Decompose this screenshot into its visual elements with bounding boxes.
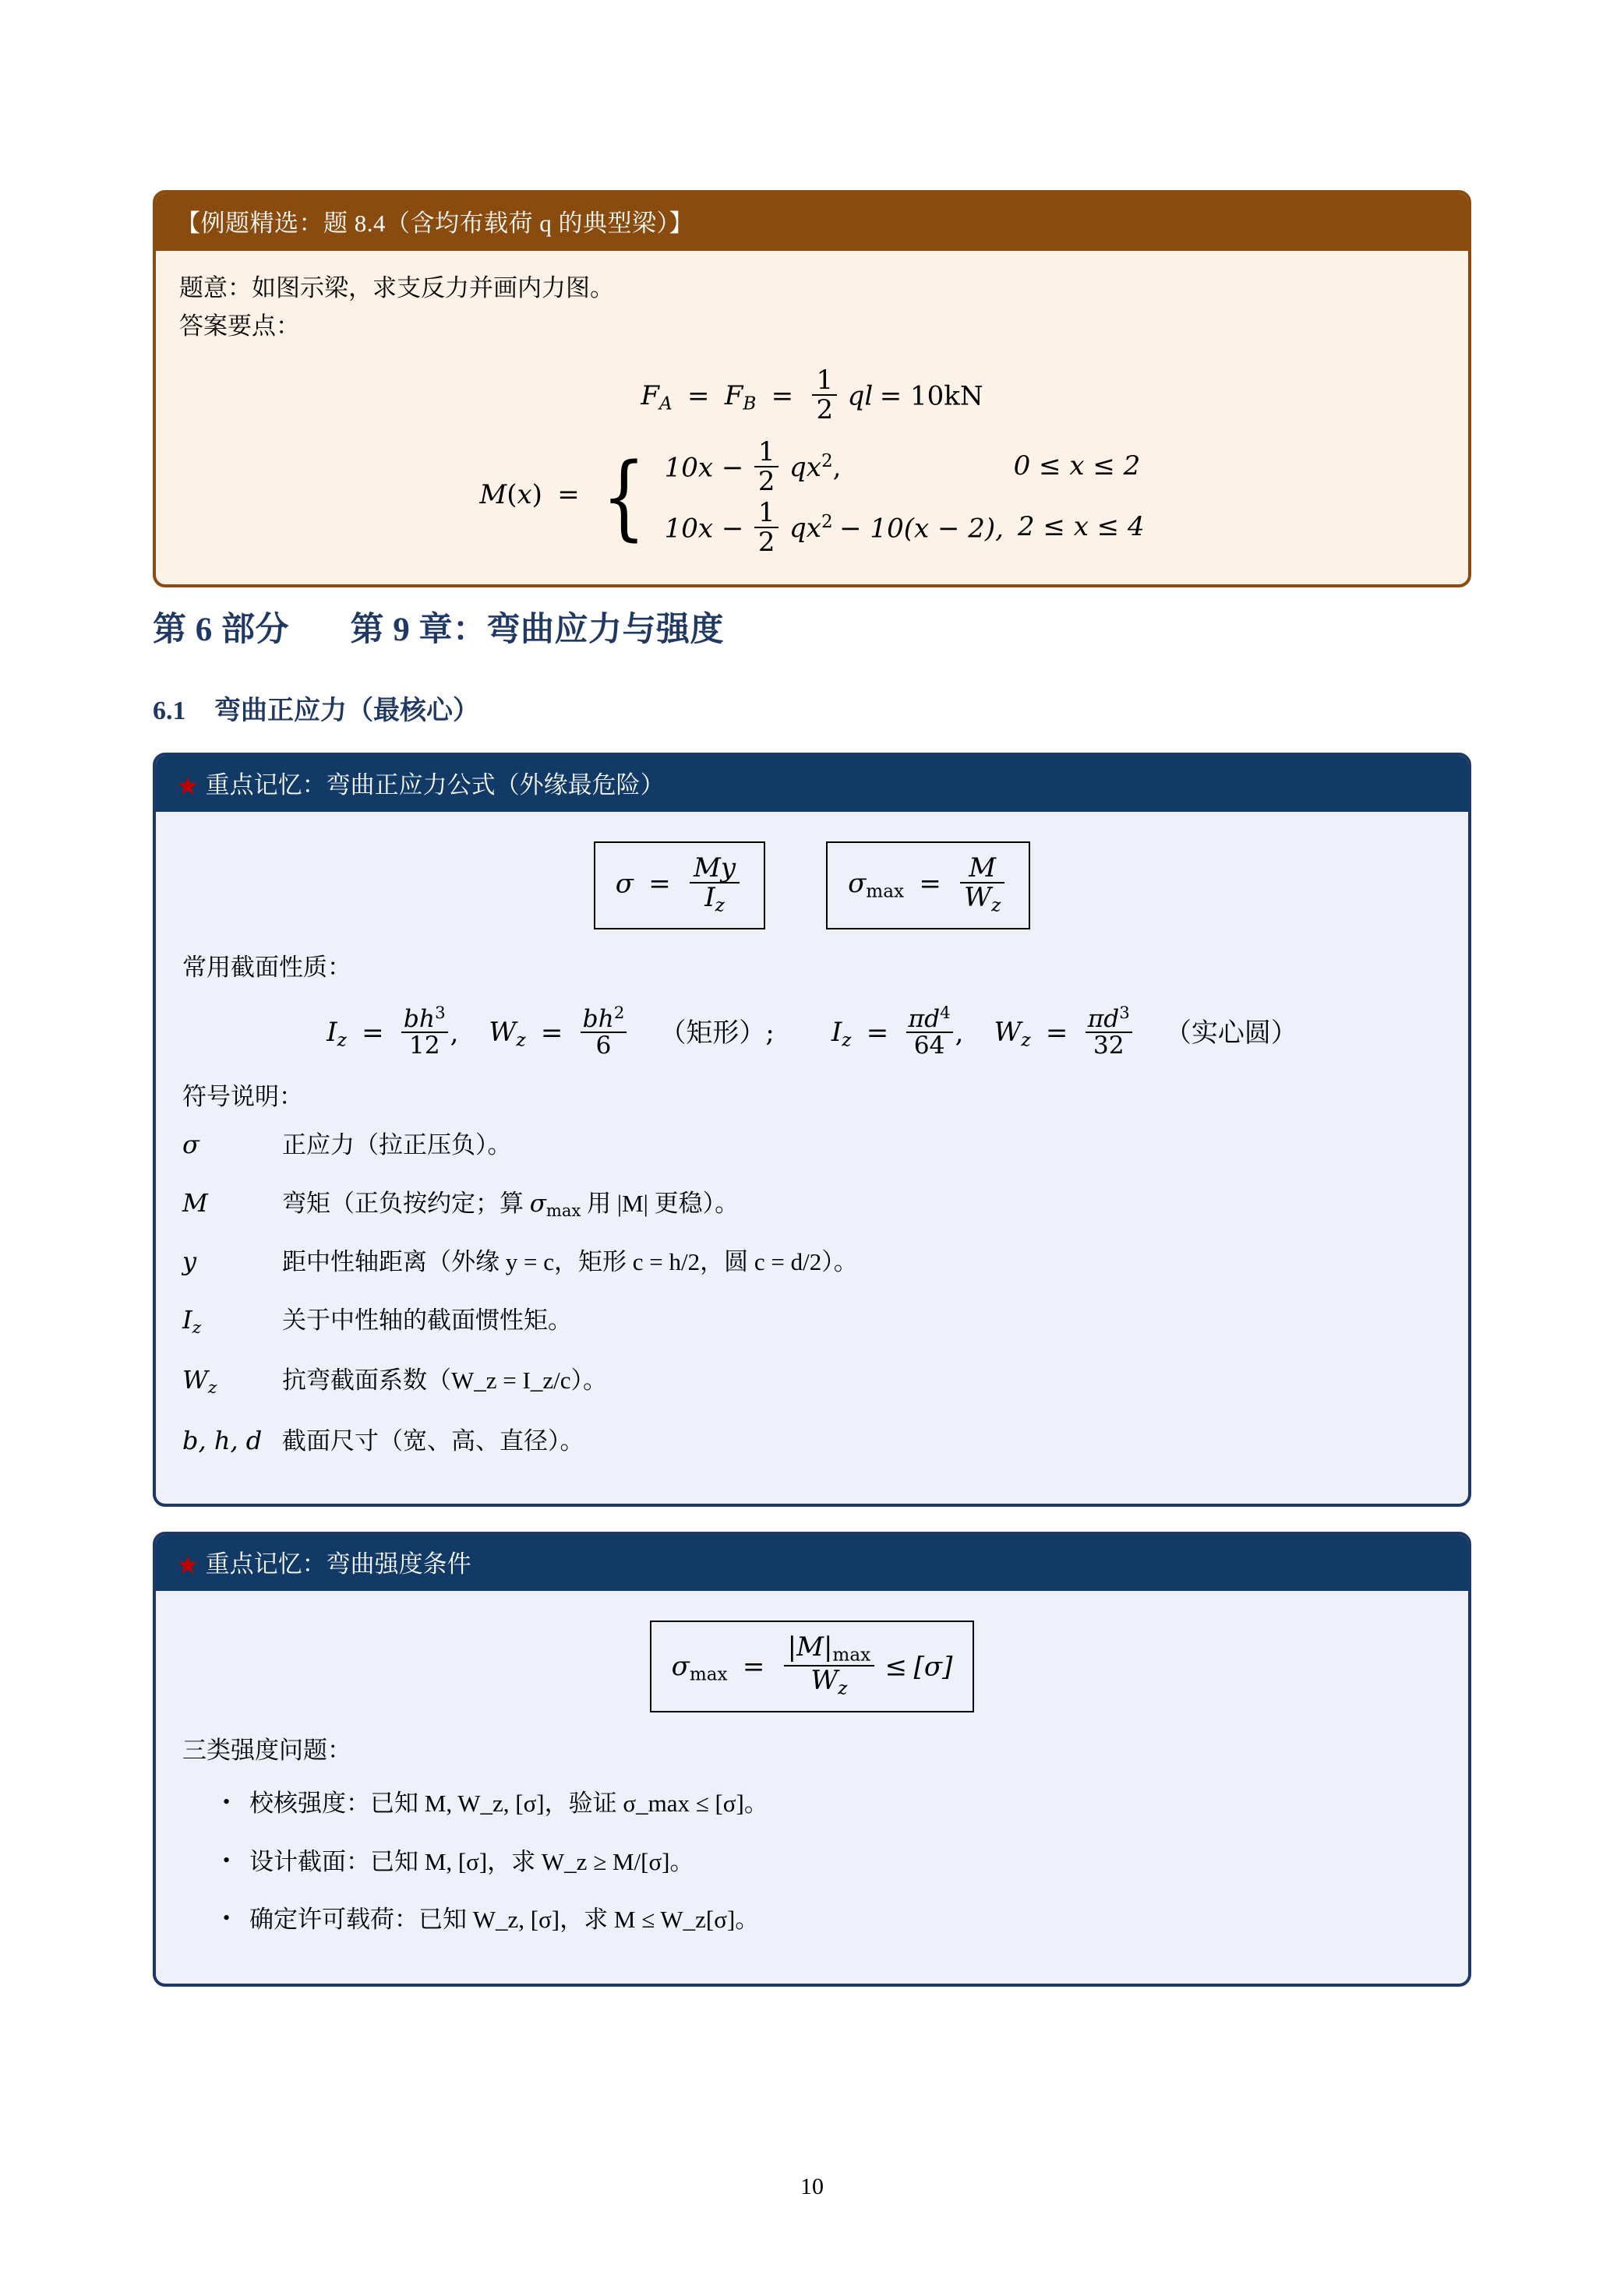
f2-fraction: $\frac{M}{W_z}$ [960,854,1004,915]
strength-condition-formula-row [182,1621,1442,1712]
example-box-body [156,251,1468,584]
sc-sigma-max: $\sigma_{max}$ [671,1651,728,1685]
symbol-definition: 抗弯截面系数（W_z = I_z/c）。 [282,1367,607,1395]
prop-circ-label: （实心圆） [1164,1017,1297,1049]
symbol-row-moment [182,1184,1442,1223]
star-icon: ★ [176,773,199,801]
prop-circ-w-fraction: $\frac{\pi d^3}{32}$ [1086,1005,1132,1059]
key-box-1-body [156,812,1468,1504]
eq-fb: $F_B$ [724,380,757,414]
prop-circ-i-fraction: $\frac{\pi d^4}{64}$ [906,1005,953,1059]
piecewise-case-2-condition: 2 ≤ x ≤ 4 [1017,511,1145,543]
symbol-definition: 距中性轴距离（外缘 y = c，矩形 c = h/2，圆 c = d/2）。 [282,1248,858,1276]
prop-iz-circ: $I_z$ [831,1017,852,1051]
symbols-label: 符号说明： [182,1082,303,1110]
prop-eq-2: = [532,1017,572,1049]
list-item [182,1902,1442,1938]
symbol-row-iz [182,1301,1442,1342]
piecewise-case-1-condition: 0 ≤ x ≤ 2 [1013,450,1141,482]
formula-strength-condition [650,1621,975,1712]
f2-equals: = [910,868,950,900]
symbol-row-wz [182,1361,1442,1402]
piecewise-cases [665,436,1145,558]
case1-half-fraction: $\frac{1}{2}$ [754,438,779,496]
key-memory-box-normal-stress [153,753,1471,1507]
strength-problems-label: 三类强度问题： [182,1736,351,1764]
symbol-row-dimensions [182,1422,1442,1460]
prop-iz-rect: $I_z$ [327,1017,347,1051]
strength-problems-list [182,1786,1442,1938]
piecewise-case-2-expression: 10x − $\frac{1}{2}$ $qx^2 - 10(x - 2)$, [664,496,1004,558]
sc-equals: = [734,1651,774,1683]
prop-wz-rect: $W_z$ [489,1017,526,1051]
star-icon: ★ [176,1552,199,1580]
key-box-1-header [156,756,1468,812]
bullet-icon: • [223,1906,231,1930]
symbol-definition-list [182,1126,1442,1459]
prop-eq-3: = [857,1017,898,1049]
prop-eq-4: = [1037,1017,1077,1049]
section-heading [153,689,479,727]
symbol-definition: 截面尺寸（宽、高、直径）。 [282,1427,584,1455]
prop-eq-1: = [353,1017,393,1049]
eq-mx-label: M(x) [479,478,542,510]
eq-reaction-result: = 10kN [879,380,983,412]
eq-equals-2: = [762,380,802,412]
example-callout-box [153,190,1471,587]
list-item [182,1844,1442,1881]
example-prompt-line: 题意：如图示梁，求支反力并画内力图。 [179,274,614,302]
symbol-key: $W_z$ [182,1365,217,1398]
page-number: 10 [800,2174,824,2199]
list-item-text: 设计截面：已知 M, [σ]，求 W_z ≥ M/[σ]。 [249,1847,694,1875]
symbol-row-y [182,1243,1442,1281]
symbol-key: $I_z$ [182,1304,202,1338]
section-heading-number: 6.1 [153,697,186,725]
list-item-text: 校核强度：已知 M, W_z, [σ]，验证 σ_max ≤ [σ]。 [249,1790,768,1818]
prop-wz-circ: $W_z$ [994,1017,1031,1051]
part-heading-number: 第 6 部分 [153,612,289,648]
normal-stress-formula-row [182,841,1442,929]
case2-half-fraction: $\frac{1}{2}$ [754,499,779,556]
eq-ql: ql [847,380,874,412]
part-heading-title: 第 9 章：弯曲应力与强度 [350,612,724,648]
formula-sigma-my-over-iz: σ = $\frac{My}{I_z}$ [594,841,765,929]
eq-mx-equals: = [549,478,588,510]
f1-equals: = [640,868,680,900]
piecewise-case-row [665,436,1145,497]
symbol-key: M [182,1187,208,1218]
sc-fraction: $\frac{|M|_{max}}{W_z}$ [784,1633,874,1698]
symbol-row-sigma [182,1126,1442,1164]
example-answer-line: 答案要点： [179,312,300,340]
key-box-2-header-text: 重点记忆：弯曲强度条件 [205,1550,471,1578]
equation-reactions [179,366,1445,424]
part-heading [153,603,724,651]
symbol-definition: 弯矩（正负按约定；算 $\sigma_{max}$ 用 |M| 更稳）。 [282,1189,740,1220]
piecewise-wrapper [479,436,1144,558]
eq-fa: $F_A$ [641,380,673,414]
bullet-icon: • [223,1848,231,1871]
piecewise-case-row [665,497,1145,558]
key-box-2-body [156,1591,1468,1984]
list-item-text: 确定许可载荷：已知 W_z, [σ]，求 M ≤ W_z[σ]。 [249,1906,760,1934]
f1-fraction: $\frac{My}{I_z}$ [690,854,740,915]
equation-moment-piecewise [179,436,1445,558]
section-heading-title: 弯曲正应力（最核心） [214,697,479,725]
formula-sigma-max-m-over-wz: $\sigma_{max}$ = $\frac{M}{W_z}$ [826,841,1030,929]
key-box-1-header-text: 重点记忆：弯曲正应力公式（外缘最危险） [205,771,665,799]
prop-rect-w-fraction: $\frac{bh^2}{6}$ [581,1005,627,1059]
piecewise-case-1-expression: 10x − $\frac{1}{2}$ $qx^2$, [664,436,842,497]
sc-allowable: [σ] [913,1651,953,1683]
eq-half-fraction: $\frac{1}{2}$ [812,366,837,424]
symbol-definition: 正应力（拉正压负）。 [282,1131,512,1159]
symbol-key: σ [182,1130,199,1160]
section-properties-label: 常用截面性质： [182,954,351,981]
example-box-header [156,193,1468,251]
prop-rect-label: （矩形）; [659,1017,775,1049]
example-box-header-text: 【例题精选：题 8.4（含均布载荷 q 的典型梁）】 [176,210,694,237]
bullet-icon: • [223,1790,231,1814]
list-item [182,1786,1442,1822]
prop-rect-i-fraction: $\frac{bh^3}{12}$ [401,1005,448,1059]
key-memory-box-strength-condition [153,1532,1471,1987]
eq-equals-1: = [679,380,718,412]
symbol-key: y [182,1247,197,1277]
key-box-2-header [156,1535,1468,1591]
section-properties-formula: $I_z$ = $\frac{bh^3}{12}$ , $W_z$ = $\frac{bh^2}{6}$ （矩形）; $I_z$ = $\frac{\pi d^4}{64}$ , $W_z$ = $\frac{\pi d^3}{32}$ （实心圆） [327,1003,1297,1060]
symbol-definition: 关于中性轴的截面惯性矩。 [282,1306,572,1334]
symbol-key: b, h, d [182,1426,263,1456]
piecewise-brace-icon: { [602,443,646,551]
sc-le: ≤ [884,1651,908,1683]
